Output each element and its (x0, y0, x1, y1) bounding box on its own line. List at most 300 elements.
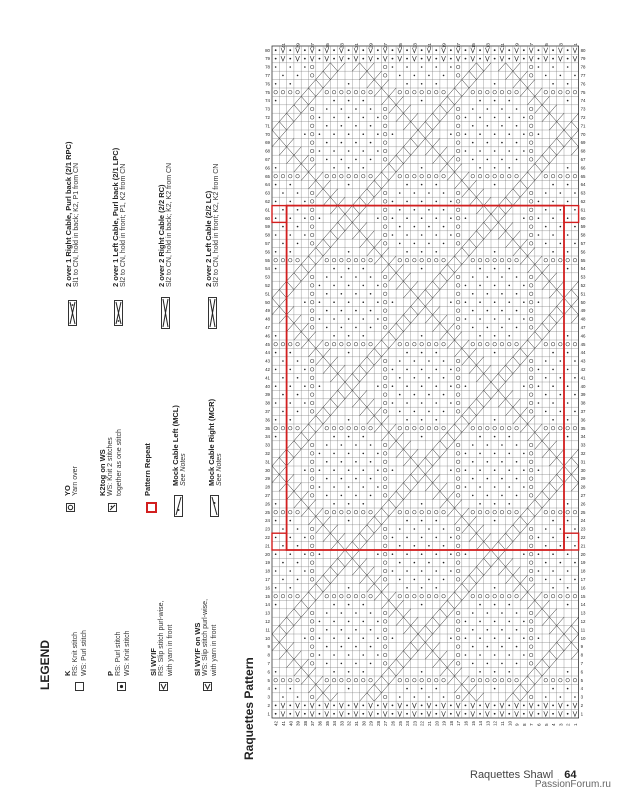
purl-dot (545, 243, 547, 245)
purl-dot (538, 301, 540, 303)
purl-dot (552, 553, 554, 555)
purl-dot (508, 335, 510, 337)
purl-dot (567, 402, 569, 404)
purl-dot (567, 671, 569, 673)
purl-dot (560, 545, 562, 547)
purl-dot (377, 713, 379, 715)
purl-dot (348, 167, 350, 169)
purl-dot (508, 637, 510, 639)
stitch-number-right: 26 (580, 501, 586, 507)
purl-dot (508, 654, 510, 656)
purl-dot (560, 192, 562, 194)
purl-dot (428, 394, 430, 396)
purl-dot (545, 411, 547, 413)
purl-dot (326, 125, 328, 127)
purl-dot (333, 167, 335, 169)
purl-dot (370, 159, 372, 161)
purl-dot (355, 461, 357, 463)
purl-dot (552, 713, 554, 715)
stitch-number: 22 (265, 535, 270, 540)
row-number: 11 (499, 721, 505, 726)
purl-dot (494, 604, 496, 606)
purl-dot (501, 663, 503, 665)
purl-dot (275, 167, 277, 169)
purl-dot (406, 49, 408, 51)
purl-dot (304, 133, 306, 135)
purl-dot (348, 713, 350, 715)
purl-dot (304, 469, 306, 471)
purl-dot (545, 696, 547, 698)
purl-dot (370, 125, 372, 127)
row-number: 21 (426, 720, 432, 726)
purl-dot (472, 663, 474, 665)
row-number: 17 (456, 720, 462, 726)
stitch-number: 59 (265, 224, 270, 230)
purl-dot (560, 75, 562, 77)
purl-dot (523, 469, 525, 471)
purl-dot (508, 469, 510, 471)
purl-dot (552, 66, 554, 68)
stitch-number-right: 53 (580, 274, 586, 280)
purl-dot (450, 570, 452, 572)
purl-dot (399, 226, 401, 228)
row-number: 7 (529, 723, 535, 726)
row-number: 5 (543, 723, 549, 726)
legend-entry-rpc: 2 over 1 Right Cable, Purl back (2/1 RPC) Sl1 to CN, hold in back; K2, P1 from CN (64, 141, 80, 287)
purl-dot (552, 58, 554, 60)
purl-dot (275, 201, 277, 203)
purl-dot (421, 402, 423, 404)
purl-dot (421, 201, 423, 203)
stitch-number: 15 (265, 593, 270, 599)
purl-dot (421, 251, 423, 253)
purl-dot (362, 453, 364, 455)
stitch-number-right: 6 (580, 669, 584, 675)
purl-dot (326, 629, 328, 631)
stitch-number-right: 31 (580, 459, 586, 465)
purl-dot (574, 209, 576, 211)
stitch-number-right: 49 (580, 308, 586, 314)
purl-dot (450, 637, 452, 639)
purl-dot (472, 293, 474, 295)
purl-dot (414, 377, 416, 379)
purl-dot (508, 268, 510, 270)
stitch-number: 77 (265, 73, 270, 78)
purl-dot (275, 66, 277, 68)
purl-dot (494, 419, 496, 421)
purl-dot (333, 150, 335, 152)
purl-dot (560, 243, 562, 245)
purl-dot (333, 637, 335, 639)
row-number: 41 (280, 720, 286, 726)
row-number: 38 (302, 720, 308, 726)
purl-dot (275, 604, 277, 606)
purl-dot (574, 579, 576, 581)
stitch-number-right: 17 (580, 577, 586, 582)
purl-dot (282, 192, 284, 194)
purl-dot (465, 469, 467, 471)
purl-dot (494, 503, 496, 505)
row-number: 3 (558, 723, 564, 726)
purl-dot (508, 318, 510, 320)
purl-dot (392, 201, 394, 203)
purl-dot (362, 436, 364, 438)
purl-dot (516, 478, 518, 480)
purl-dot (362, 705, 364, 707)
purl-dot (560, 579, 562, 581)
purl-dot (377, 117, 379, 119)
row-number: 1 (572, 723, 578, 726)
purl-dot (479, 503, 481, 505)
stitch-number: 46 (265, 333, 270, 339)
purl-dot (508, 453, 510, 455)
purl-dot (326, 293, 328, 295)
stitch-number-right: 22 (580, 535, 586, 540)
purl-dot (552, 587, 554, 589)
purl-dot (304, 637, 306, 639)
purl-dot (428, 75, 430, 77)
purl-dot (472, 444, 474, 446)
purl-dot (472, 159, 474, 161)
purl-dot (282, 579, 284, 581)
purl-dot (567, 335, 569, 337)
purl-dot (428, 562, 430, 564)
purl-dot (560, 360, 562, 362)
purl-dot (435, 537, 437, 539)
purl-dot (319, 553, 321, 555)
row-number-top: 19 (441, 43, 447, 49)
purl-dot (297, 562, 299, 564)
purl-dot (297, 75, 299, 77)
purl-dot (465, 133, 467, 135)
purl-dot (362, 117, 364, 119)
purl-dot (508, 285, 510, 287)
purl-dot (501, 276, 503, 278)
purl-dot (450, 537, 452, 539)
purl-icon (117, 682, 126, 691)
purl-dot (289, 688, 291, 690)
purl-dot (516, 276, 518, 278)
stitch-number-right: 51 (580, 291, 586, 297)
stitch-number: 8 (267, 652, 270, 658)
purl-dot (552, 352, 554, 354)
purl-dot (501, 495, 503, 497)
purl-dot (479, 335, 481, 337)
purl-dot (560, 209, 562, 211)
purl-dot (289, 83, 291, 85)
purl-dot (479, 167, 481, 169)
purl-dot (406, 520, 408, 522)
purl-dot (348, 503, 350, 505)
purl-dot (523, 553, 525, 555)
purl-dot (508, 705, 510, 707)
purl-dot (304, 705, 306, 707)
purl-dot (574, 360, 576, 362)
purl-dot (428, 209, 430, 211)
purl-dot (494, 167, 496, 169)
stitch-number: 80 (265, 47, 270, 53)
purl-dot (406, 201, 408, 203)
purl-dot (341, 327, 343, 329)
purl-dot (362, 100, 364, 102)
stitch-number: 51 (265, 291, 270, 297)
purl-dot (406, 369, 408, 371)
purl-dot (333, 436, 335, 438)
stitch-number-right: 36 (580, 417, 586, 423)
slip-wyif-ws-icon (203, 682, 212, 691)
purl-dot (435, 369, 437, 371)
purl-dot (348, 318, 350, 320)
purl-dot (567, 688, 569, 690)
purl-dot (275, 83, 277, 85)
stitch-number: 57 (265, 241, 270, 246)
stitch-number: 52 (265, 283, 270, 288)
stitch-number: 12 (265, 619, 270, 624)
purl-dot (348, 587, 350, 589)
purl-dot (472, 461, 474, 463)
k2tog-icon (108, 503, 117, 512)
purl-dot (552, 520, 554, 522)
purl-dot (289, 66, 291, 68)
stitch-number-right: 59 (580, 224, 586, 230)
stitch-number-right: 67 (580, 157, 586, 162)
purl-dot (523, 285, 525, 287)
purl-dot (574, 562, 576, 564)
purl-dot (574, 528, 576, 530)
purl-dot (560, 696, 562, 698)
stitch-number: 36 (265, 417, 270, 423)
purl-dot (435, 184, 437, 186)
purl-dot (523, 621, 525, 623)
purl-dot (319, 486, 321, 488)
purl-dot (304, 570, 306, 572)
stitch-number-right: 72 (580, 115, 586, 120)
purl-dot (333, 453, 335, 455)
purl-dot (333, 486, 335, 488)
purl-dot (516, 310, 518, 312)
purl-dot (362, 335, 364, 337)
purl-dot (304, 713, 306, 715)
purl-dot (304, 402, 306, 404)
purl-dot (370, 327, 372, 329)
purl-dot (567, 352, 569, 354)
purl-dot (362, 268, 364, 270)
purl-dot (567, 49, 569, 51)
purl-dot (465, 217, 467, 219)
purl-dot (297, 411, 299, 413)
purl-dot (545, 226, 547, 228)
purl-dot (362, 654, 364, 656)
row-number: 34 (332, 720, 338, 726)
purl-dot (341, 663, 343, 665)
footer-page-number: 64 (564, 769, 577, 781)
row-number: 22 (419, 720, 425, 726)
purl-dot (304, 66, 306, 68)
purl-dot (377, 217, 379, 219)
purl-dot (465, 621, 467, 623)
purl-dot (523, 150, 525, 152)
purl-dot (362, 503, 364, 505)
purl-dot (574, 696, 576, 698)
purl-dot (304, 217, 306, 219)
purl-dot (494, 469, 496, 471)
purl-dot (297, 394, 299, 396)
legend-entry-rc: 2 over 2 Right Cable (2/2 RC) Sl2 to CN, hold in back; K2, K2 from CN (157, 162, 173, 287)
purl-dot (574, 226, 576, 228)
purl-dot (333, 713, 335, 715)
purl-dot (435, 83, 437, 85)
purl-dot (289, 520, 291, 522)
purl-dot (362, 49, 364, 51)
purl-dot (406, 553, 408, 555)
purl-dot (275, 184, 277, 186)
stitch-number: 28 (265, 484, 270, 490)
purl-dot (435, 234, 437, 236)
purl-dot (428, 226, 430, 228)
purl-dot (523, 713, 525, 715)
stitch-number-right: 18 (580, 568, 586, 574)
purl-dot (574, 75, 576, 77)
purl-dot (494, 301, 496, 303)
purl-dot (516, 125, 518, 127)
purl-dot (450, 58, 452, 60)
purl-dot (282, 226, 284, 228)
purl-dot (348, 117, 350, 119)
purl-dot (392, 553, 394, 555)
stitch-number: 37 (265, 409, 270, 414)
purl-dot (377, 133, 379, 135)
purl-dot (508, 150, 510, 152)
row-number: 32 (346, 720, 352, 726)
purl-dot (392, 369, 394, 371)
purl-dot (487, 327, 489, 329)
stitch-number: 58 (265, 232, 270, 238)
purl-dot (508, 167, 510, 169)
stitch-number: 21 (265, 543, 270, 549)
stitch-number: 69 (265, 140, 270, 146)
purl-dot (333, 621, 335, 623)
stitch-number: 74 (265, 98, 270, 104)
stitch-number-right: 25 (580, 509, 586, 515)
purl-dot (435, 352, 437, 354)
purl-dot (421, 369, 423, 371)
stitch-number-right: 24 (580, 518, 586, 524)
stitch-number: 68 (265, 148, 270, 154)
lpc-icon (114, 300, 123, 326)
purl-dot (450, 469, 452, 471)
purl-dot (348, 436, 350, 438)
purl-dot (392, 217, 394, 219)
stitch-number: 56 (265, 249, 270, 255)
purl-dot (377, 318, 379, 320)
purl-dot (472, 125, 474, 127)
purl-dot (275, 58, 277, 60)
purl-dot (333, 268, 335, 270)
row-number: 10 (507, 720, 513, 726)
purl-dot (319, 150, 321, 152)
purl-dot (560, 394, 562, 396)
stitch-number: 13 (265, 610, 270, 616)
purl-dot (567, 587, 569, 589)
purl-dot (275, 234, 277, 236)
purl-dot (289, 201, 291, 203)
purl-dot (508, 117, 510, 119)
stitch-number: 20 (265, 551, 270, 557)
purl-dot (538, 201, 540, 203)
purl-dot (501, 108, 503, 110)
purl-dot (341, 478, 343, 480)
purl-dot (516, 327, 518, 329)
purl-dot (362, 167, 364, 169)
stitch-number-right: 7 (580, 661, 584, 666)
row-number: 14 (478, 720, 484, 726)
purl-dot (494, 688, 496, 690)
purl-dot (319, 705, 321, 707)
row-number: 4 (551, 723, 557, 726)
purl-dot (545, 209, 547, 211)
legend-entry-sl-wyif-ws: Sl WYIF on WS WS: Slip stitch purl-wise, with yarn in front (193, 598, 218, 676)
purl-dot (574, 545, 576, 547)
legend-entry-k: K RS: Knit stitch WS: Purl stitch (63, 630, 88, 676)
purl-dot (275, 520, 277, 522)
stitch-number: 35 (265, 425, 270, 431)
purl-dot (435, 66, 437, 68)
purl-dot (508, 58, 510, 60)
purl-dot (516, 444, 518, 446)
purl-dot (567, 419, 569, 421)
purl-dot (399, 75, 401, 77)
stitch-number: 5 (267, 677, 270, 683)
purl-dot (472, 310, 474, 312)
purl-dot (421, 83, 423, 85)
purl-dot (341, 444, 343, 446)
purl-dot (304, 49, 306, 51)
row-number: 8 (521, 723, 527, 726)
purl-dot (443, 411, 445, 413)
row-number: 26 (390, 720, 396, 726)
purl-dot (297, 360, 299, 362)
purl-dot (508, 100, 510, 102)
purl-dot (370, 310, 372, 312)
stitch-number: 75 (265, 89, 270, 95)
purl-dot (435, 201, 437, 203)
purl-dot (333, 117, 335, 119)
purl-dot (538, 234, 540, 236)
stitch-number-right: 1 (580, 711, 584, 717)
purl-dot (538, 553, 540, 555)
purl-dot (289, 705, 291, 707)
purl-dot (355, 276, 357, 278)
purl-dot (487, 310, 489, 312)
purl-dot (487, 276, 489, 278)
purl-dot (552, 184, 554, 186)
purl-dot (370, 646, 372, 648)
purl-dot (341, 125, 343, 127)
purl-dot (516, 108, 518, 110)
purl-dot (567, 520, 569, 522)
purl-dot (319, 117, 321, 119)
stitch-number-right: 2 (580, 703, 584, 708)
purl-dot (523, 654, 525, 656)
stitch-number: 32 (265, 451, 270, 456)
stitch-number-right: 21 (580, 543, 586, 549)
row-number-top: 21 (426, 43, 432, 49)
purl-dot (377, 469, 379, 471)
purl-dot (523, 385, 525, 387)
purl-dot (523, 49, 525, 51)
stitch-number: 73 (265, 106, 270, 112)
purl-dot (523, 217, 525, 219)
